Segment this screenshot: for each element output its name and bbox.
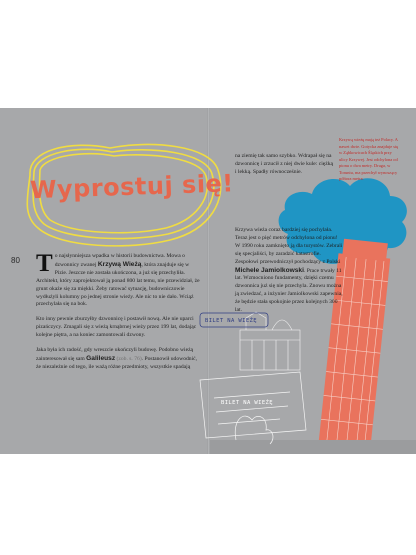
right-text-lower xyxy=(235,227,343,322)
text-span: o najsłynniejsza wpadka w historii budownictwa. Mowa o dzwonnicy zwanej xyxy=(54,253,185,268)
left-text-column xyxy=(36,250,201,379)
side-note: Krzywą wieżę mają też Polacy. A nawet dwie. Gotycka znajduje się w Ząbkowicach Śląskich przy ulicy Krzywej. Jest odchylona od pionu o dwa metry. Druga, w Toruniu, ma przechył wynoszący półtora metra. xyxy=(339,137,399,181)
ground xyxy=(210,440,416,454)
page-number: 80 xyxy=(11,256,20,265)
bold-term: Galileusz xyxy=(86,354,116,362)
text-span: Krzywa wieża coraz bardziej się pochylała. Teraz jest o pięć metrów odchylona od pionu! W 1990 roku zamknięto ją dla turystów. Zebrali się specjaliści, by zaradzić katastrofie. Zespołowi przewodniczył pochodzący z Polski xyxy=(235,227,343,265)
paragraph-4: na ziemię tak samo szybko. Wdrapał się na dzwonnicę i zrzucił z niej dwie kule: ciężką i lekką. Spadły równocześnie. xyxy=(235,153,333,175)
ticket-label: BILET NA WIEŻĘ xyxy=(221,400,273,406)
bold-term: Michele Jamiolkowski xyxy=(235,266,304,274)
page-reference: (zob. s. 76) xyxy=(115,355,142,362)
text-span: . Postanowił udowodnić, że niezależnie od tego, ile ważą różne przedmioty, wszystkie spadają xyxy=(36,355,198,370)
paragraph-3 xyxy=(36,347,201,372)
text-span: Jaka była ich radość, gdy wreszcie ukończyli budowę. Podobno wieżą zainteresował się sam xyxy=(36,347,194,362)
bold-term: Krzywą Wieżą xyxy=(97,260,142,268)
paragraph-1 xyxy=(36,250,201,309)
right-text-upper xyxy=(235,153,335,184)
paragraph-2: Kto inny pewnie zburzyłby dzwonnicę i postawił nową. Ale nie uparci pizańczycy. Zmagali się z wieżą krnąbrnej wieży przez 199 lat, dodając kolejne piętra, a na koniec zamontowali dzwony. xyxy=(36,316,197,339)
ticket xyxy=(200,372,306,444)
drop-cap: T xyxy=(36,250,53,277)
page-title: Wyprostuj się! xyxy=(29,169,235,205)
text-span: . Prace trwały 11 lat. Wzmocniono fundamenty, dzięki czemu dzwonnica już się nie przechyla. Znowu można ją zwiedzać, a inżynier Jamiolkowski zapewnia, że będzie stała spokojnie przez kolejnych 300 lat. xyxy=(235,267,343,314)
text-span: , która znajduje się w Pizie. Jeszcze nie została ukończona, a już się przechyliła. Architekt, który zaprojektował ją ponad 800 lat temu, nie przewidział, że grunt okaże się za miękki. Żeby ratować sytuację, budowniczowie wydłużyli kolumny po jednej stronie wieży. Ale nic to nie dało. Wciąż przechylała się na bok. xyxy=(36,261,200,308)
map-label: BILET NA WIEŻĘ xyxy=(205,318,257,324)
paragraph-5 xyxy=(235,227,343,315)
